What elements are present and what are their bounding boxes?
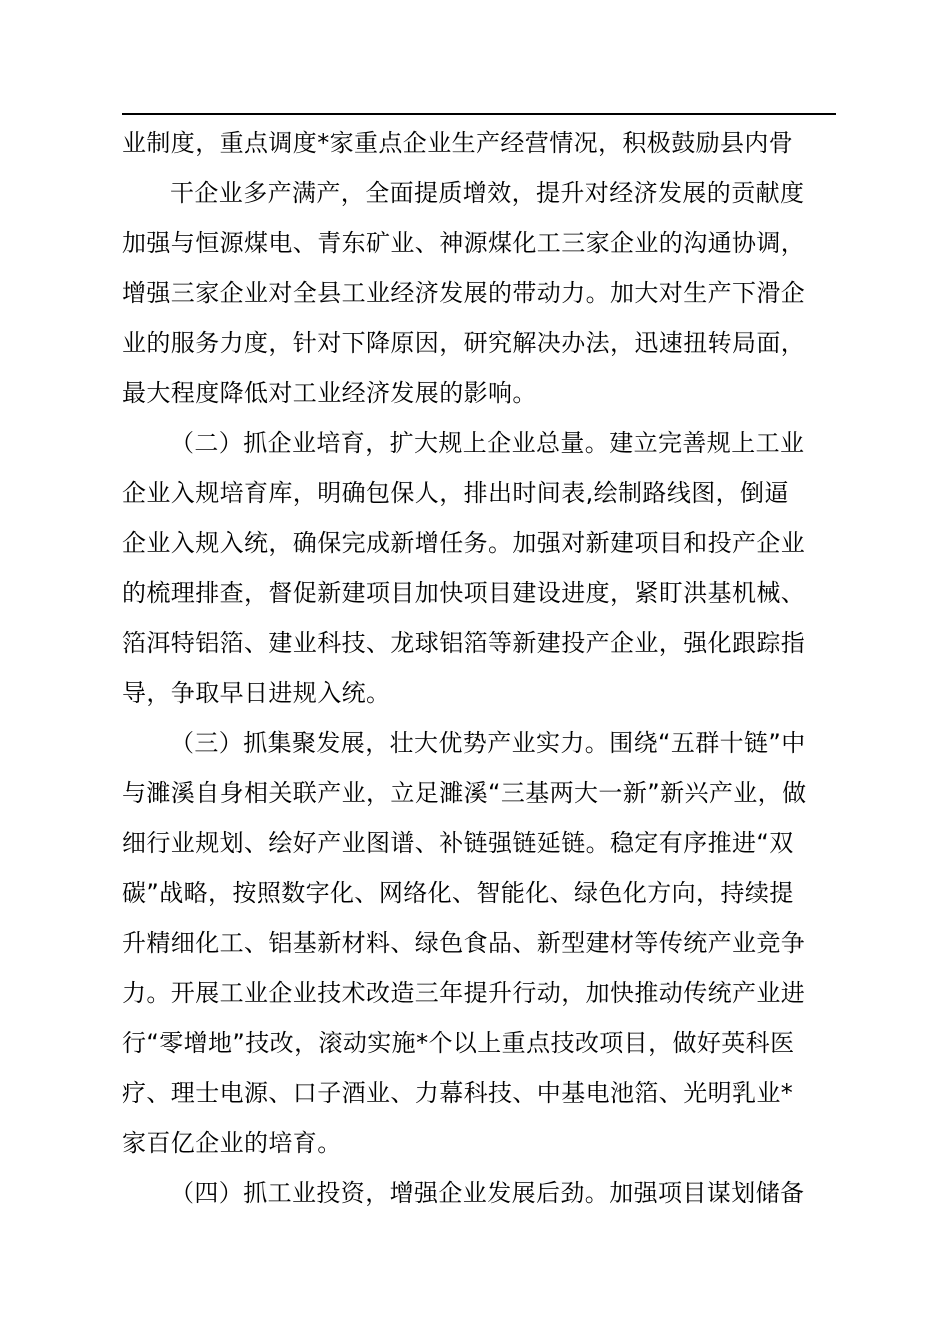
text-line: 升精细化工、铝基新材料、绿色食品、新型建材等传统产业竞争 (122, 929, 806, 957)
text-line: 碳”战略，按照数字化、网络化、智能化、绿色化方向，持续提 (122, 879, 794, 907)
text-line: 细行业规划、绘好产业图谱、补链强链延链。稳定有序推进“双 (122, 829, 794, 857)
text-line: 导，争取早日进规入统。 (122, 679, 391, 707)
text-line: （二）抓企业培育，扩大规上企业总量。建立完善规上工业 (170, 429, 805, 457)
text-line: 业的服务力度，针对下降原因，研究解决办法，迅速扭转局面， (122, 329, 806, 357)
text-line: 加强与恒源煤电、青东矿业、神源煤化工三家企业的沟通协调， (122, 229, 806, 257)
text-line: 疗、理士电源、口子酒业、力幕科技、中基电池箔、光明乳业* (122, 1079, 794, 1107)
text-line: 的梳理排查，督促新建项目加快项目建设进度，紧盯洪基机械、 (122, 579, 806, 607)
text-line: 家百亿企业的培育。 (122, 1129, 342, 1157)
text-line: （四）抓工业投资，增强企业发展后劲。加强项目谋划储备 (170, 1179, 805, 1207)
text-line: 箔洱特铝箔、建业科技、龙球铝箔等新建投产企业，强化跟踪指 (122, 629, 806, 657)
text-line: （三）抓集聚发展，壮大优势产业实力。围绕“五群十链”中 (170, 729, 806, 757)
text-line: 干企业多产满产，全面提质增效，提升对经济发展的贡献度 (170, 179, 805, 207)
text-line: 最大程度降低对工业经济发展的影响。 (122, 379, 537, 407)
text-line: 与濉溪自身相关联产业，立足濉溪“三基两大一新”新兴产业，做 (122, 779, 807, 807)
text-line: 企业入规入统，确保完成新增任务。加强对新建项目和投产企业 (122, 529, 806, 557)
text-line: 行“零增地”技改，滚动实施*个以上重点技改项目，做好英科医 (122, 1029, 795, 1057)
text-line: 业制度，重点调度*家重点企业生产经营情况，积极鼓励县内骨 (122, 129, 794, 157)
text-line: 企业入规培育库，明确包保人，排出时间表,绘制路线图，倒逼 (122, 479, 789, 507)
text-line: 力。开展工业企业技术改造三年提升行动，加快推动传统产业进 (122, 979, 806, 1007)
header-rule (122, 113, 836, 115)
text-line: 增强三家企业对全县工业经济发展的带动力。加大对生产下滑企 (122, 279, 806, 307)
